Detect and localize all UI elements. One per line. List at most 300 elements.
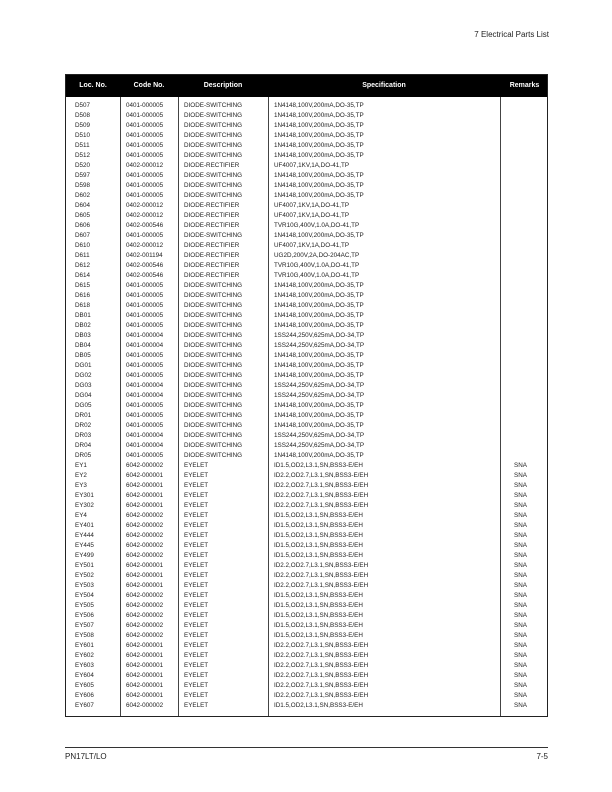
remarks-cell: SNA — [514, 642, 527, 649]
code-cell: 6042-000001 — [126, 652, 164, 659]
code-cell: 0402-001194 — [126, 252, 163, 259]
loc-cell: EY401 — [75, 522, 94, 529]
table-row — [66, 261, 547, 271]
description-cell: DIODE-SWITCHING — [184, 142, 243, 149]
remarks-cell: SNA — [514, 572, 527, 579]
loc-cell: EY506 — [75, 612, 94, 619]
description-cell: DIODE-SWITCHING — [184, 172, 243, 179]
loc-cell: EY4 — [75, 512, 87, 519]
specification-cell: 1N4148,100V,200mA,DO-35,TP — [274, 142, 364, 149]
description-cell: EYELET — [184, 682, 209, 689]
code-cell: 6042-000002 — [126, 552, 164, 559]
specification-cell: ID1.5,OD2,L3.1,SN,BSS3-E/EH — [274, 462, 363, 469]
specification-cell: ID2.2,OD2.7,L3.1,SN,BSS3-E/EH — [274, 682, 369, 689]
loc-cell: D605 — [75, 212, 91, 219]
table-row — [66, 351, 547, 361]
loc-cell: D616 — [75, 292, 91, 299]
remarks-cell: SNA — [514, 532, 527, 539]
specification-cell: ID2.2,OD2.7,L3.1,SN,BSS3-E/EH — [274, 492, 369, 499]
description-cell: EYELET — [184, 612, 209, 619]
column-header-specification: Specification — [362, 82, 406, 89]
specification-cell: ID2.2,OD2.7,L3.1,SN,BSS3-E/EH — [274, 692, 369, 699]
description-cell: DIODE-SWITCHING — [184, 442, 243, 449]
code-cell: 0401-000005 — [126, 192, 164, 199]
description-cell: EYELET — [184, 542, 209, 549]
table-row — [66, 671, 547, 681]
table-row — [66, 311, 547, 321]
table-row — [66, 511, 547, 521]
description-cell: EYELET — [184, 632, 209, 639]
code-cell: 6042-000001 — [126, 642, 164, 649]
remarks-cell: SNA — [514, 552, 527, 559]
specification-cell: 1N4148,100V,200mA,DO-35,TP — [274, 292, 364, 299]
code-cell: 6042-000002 — [126, 462, 164, 469]
table-row — [66, 681, 547, 691]
description-cell: EYELET — [184, 642, 209, 649]
table-row — [66, 391, 547, 401]
remarks-cell: SNA — [514, 592, 527, 599]
remarks-cell: SNA — [514, 702, 527, 709]
table-row — [66, 211, 547, 221]
description-cell: DIODE-SWITCHING — [184, 392, 243, 399]
description-cell: DIODE-SWITCHING — [184, 102, 243, 109]
table-row — [66, 451, 547, 461]
table-row — [66, 691, 547, 701]
code-cell: 0401-000005 — [126, 282, 164, 289]
loc-cell: DR02 — [75, 422, 92, 429]
remarks-cell: SNA — [514, 512, 527, 519]
specification-cell: 1N4148,100V,200mA,DO-35,TP — [274, 312, 364, 319]
loc-cell: EY3 — [75, 482, 87, 489]
table-row — [66, 231, 547, 241]
description-cell: EYELET — [184, 702, 209, 709]
specification-cell: 1N4148,100V,200mA,DO-35,TP — [274, 282, 364, 289]
loc-cell: D604 — [75, 202, 91, 209]
description-cell: EYELET — [184, 512, 209, 519]
column-header-remarks: Remarks — [509, 82, 540, 89]
code-cell: 6042-000001 — [126, 662, 164, 669]
table-row — [66, 141, 547, 151]
description-cell: EYELET — [184, 582, 209, 589]
description-cell: EYELET — [184, 652, 209, 659]
specification-cell: 1N4148,100V,200mA,DO-35,TP — [274, 182, 364, 189]
code-cell: 0401-000005 — [126, 412, 164, 419]
column-header-description: Description — [203, 82, 243, 89]
description-cell: DIODE-RECTIFIER — [184, 262, 240, 269]
specification-cell: 1N4148,100V,200mA,DO-35,TP — [274, 372, 364, 379]
description-cell: EYELET — [184, 482, 209, 489]
description-cell: EYELET — [184, 592, 209, 599]
description-cell: DIODE-SWITCHING — [184, 452, 243, 459]
loc-cell: D509 — [75, 122, 91, 129]
specification-cell: 1N4148,100V,200mA,DO-35,TP — [274, 172, 364, 179]
column-header-code: Code No. — [133, 82, 165, 89]
specification-cell: ID2.2,OD2.7,L3.1,SN,BSS3-E/EH — [274, 502, 369, 509]
loc-cell: EY505 — [75, 602, 94, 609]
code-cell: 6042-000001 — [126, 672, 164, 679]
table-row — [66, 201, 547, 211]
specification-cell: 1N4148,100V,200mA,DO-35,TP — [274, 102, 364, 109]
loc-cell: EY2 — [75, 472, 87, 479]
code-cell: 6042-000001 — [126, 572, 164, 579]
loc-cell: DR04 — [75, 442, 92, 449]
table-row — [66, 401, 547, 411]
description-cell: EYELET — [184, 522, 209, 529]
table-row — [66, 161, 547, 171]
specification-cell: ID2.2,OD2.7,L3.1,SN,BSS3-E/EH — [274, 642, 369, 649]
code-cell: 6042-000002 — [126, 532, 164, 539]
table-row — [66, 321, 547, 331]
table-row — [66, 471, 547, 481]
table-row — [66, 611, 547, 621]
loc-cell: D610 — [75, 242, 91, 249]
table-row — [66, 111, 547, 121]
table-row — [66, 191, 547, 201]
table-row — [66, 331, 547, 341]
specification-cell: ID1.5,OD2,L3.1,SN,BSS3-E/EH — [274, 592, 363, 599]
code-cell: 6042-000002 — [126, 522, 164, 529]
loc-cell: EY601 — [75, 642, 94, 649]
table-row — [66, 481, 547, 491]
loc-cell: EY606 — [75, 692, 94, 699]
remarks-cell: SNA — [514, 502, 527, 509]
code-cell: 6042-000002 — [126, 602, 164, 609]
code-cell: 0401-000004 — [126, 382, 164, 389]
code-cell: 6042-000002 — [126, 612, 164, 619]
specification-cell: ID2.2,OD2.7,L3.1,SN,BSS3-E/EH — [274, 662, 369, 669]
specification-cell: 1N4148,100V,200mA,DO-35,TP — [274, 322, 364, 329]
loc-cell: EY602 — [75, 652, 94, 659]
loc-cell: EY605 — [75, 682, 94, 689]
loc-cell: D615 — [75, 282, 91, 289]
code-cell: 0401-000005 — [126, 182, 164, 189]
description-cell: DIODE-SWITCHING — [184, 122, 243, 129]
table-row — [66, 491, 547, 501]
description-cell: EYELET — [184, 662, 209, 669]
loc-cell: D618 — [75, 302, 91, 309]
loc-cell: D611 — [75, 252, 90, 259]
code-cell: 6042-000001 — [126, 482, 164, 489]
remarks-cell: SNA — [514, 562, 527, 569]
description-cell: DIODE-RECTIFIER — [184, 222, 240, 229]
specification-cell: ID1.5,OD2,L3.1,SN,BSS3-E/EH — [274, 632, 363, 639]
table-row — [66, 561, 547, 571]
description-cell: DIODE-RECTIFIER — [184, 272, 240, 279]
code-cell: 6042-000002 — [126, 512, 164, 519]
loc-cell: D598 — [75, 182, 91, 189]
loc-cell: DR03 — [75, 432, 92, 439]
loc-cell: D508 — [75, 112, 91, 119]
table-row — [66, 101, 547, 111]
specification-cell: 1N4148,100V,200mA,DO-35,TP — [274, 112, 364, 119]
code-cell: 0401-000005 — [126, 362, 164, 369]
remarks-cell: SNA — [514, 602, 527, 609]
description-cell: DIODE-SWITCHING — [184, 382, 243, 389]
specification-cell: ID1.5,OD2,L3.1,SN,BSS3-E/EH — [274, 622, 363, 629]
description-cell: DIODE-SWITCHING — [184, 182, 243, 189]
table-row — [66, 271, 547, 281]
loc-cell: DG04 — [75, 392, 92, 399]
specification-cell: ID1.5,OD2,L3.1,SN,BSS3-E/EH — [274, 602, 363, 609]
description-cell: DIODE-SWITCHING — [184, 422, 243, 429]
specification-cell: ID1.5,OD2,L3.1,SN,BSS3-E/EH — [274, 552, 363, 559]
specification-cell: 1SS244,250V,625mA,DO-34,TP — [274, 342, 365, 349]
specification-cell: ID2.2,OD2.7,L3.1,SN,BSS3-E/EH — [274, 562, 369, 569]
loc-cell: D510 — [75, 132, 91, 139]
description-cell: DIODE-SWITCHING — [184, 152, 243, 159]
table-row — [66, 651, 547, 661]
description-cell: EYELET — [184, 472, 209, 479]
description-cell: DIODE-SWITCHING — [184, 432, 243, 439]
table-row — [66, 151, 547, 161]
specification-cell: ID1.5,OD2,L3.1,SN,BSS3-E/EH — [274, 542, 363, 549]
specification-cell: 1SS244,250V,625mA,DO-34,TP — [274, 392, 365, 399]
table-row — [66, 241, 547, 251]
code-cell: 0401-000004 — [126, 432, 164, 439]
remarks-cell: SNA — [514, 662, 527, 669]
loc-cell: EY508 — [75, 632, 94, 639]
code-cell: 6042-000001 — [126, 472, 164, 479]
table-row — [66, 701, 547, 711]
loc-cell: D606 — [75, 222, 91, 229]
loc-cell: EY301 — [75, 492, 94, 499]
description-cell: DIODE-SWITCHING — [184, 132, 243, 139]
table-row — [66, 301, 547, 311]
loc-cell: EY604 — [75, 672, 94, 679]
table-body — [66, 101, 547, 711]
description-cell: EYELET — [184, 532, 209, 539]
column-header-loc: Loc. No. — [79, 82, 107, 89]
loc-cell: DG05 — [75, 402, 92, 409]
specification-cell: TVR10G,400V,1.0A,DO-41,TP — [274, 222, 360, 229]
description-cell: DIODE-RECTIFIER — [184, 252, 240, 259]
table-row — [66, 441, 547, 451]
table-row — [66, 281, 547, 291]
code-cell: 6042-000001 — [126, 502, 164, 509]
specification-cell: UF4007,1KV,1A,DO-41,TP — [274, 162, 350, 169]
loc-cell: DG03 — [75, 382, 92, 389]
table-row — [66, 181, 547, 191]
specification-cell: ID2.2,OD2.7,L3.1,SN,BSS3-E/EH — [274, 672, 369, 679]
description-cell: DIODE-RECTIFIER — [184, 212, 240, 219]
specification-cell: 1SS244,250V,625mA,DO-34,TP — [274, 432, 365, 439]
specification-cell: 1SS244,250V,625mA,DO-34,TP — [274, 442, 365, 449]
code-cell: 0401-000005 — [126, 132, 164, 139]
code-cell: 0401-000005 — [126, 352, 164, 359]
code-cell: 6042-000001 — [126, 582, 164, 589]
table-row — [66, 601, 547, 611]
specification-cell: ID2.2,OD2.7,L3.1,SN,BSS3-E/EH — [274, 652, 369, 659]
code-cell: 0402-000546 — [126, 272, 164, 279]
code-cell: 6042-000001 — [126, 682, 164, 689]
footer-model: PN17LT/LO — [65, 752, 107, 761]
loc-cell: D507 — [75, 102, 91, 109]
description-cell: DIODE-SWITCHING — [184, 112, 243, 119]
specification-cell: 1N4148,100V,200mA,DO-35,TP — [274, 302, 364, 309]
description-cell: DIODE-SWITCHING — [184, 312, 243, 319]
loc-cell: D511 — [75, 142, 90, 149]
loc-cell: DG02 — [75, 372, 92, 379]
table-row — [66, 411, 547, 421]
code-cell: 0401-000005 — [126, 402, 164, 409]
specification-cell: 1N4148,100V,200mA,DO-35,TP — [274, 452, 364, 459]
code-cell: 6042-000001 — [126, 492, 164, 499]
code-cell: 0401-000005 — [126, 232, 164, 239]
specification-cell: ID2.2,OD2.7,L3.1,SN,BSS3-E/EH — [274, 472, 369, 479]
code-cell: 0402-000012 — [126, 242, 164, 249]
description-cell: EYELET — [184, 552, 209, 559]
specification-cell: 1N4148,100V,200mA,DO-35,TP — [274, 152, 364, 159]
table-row — [66, 551, 547, 561]
specification-cell: ID2.2,OD2.7,L3.1,SN,BSS3-E/EH — [274, 482, 369, 489]
table-row — [66, 371, 547, 381]
table-row — [66, 431, 547, 441]
code-cell: 0401-000005 — [126, 112, 164, 119]
specification-cell: 1N4148,100V,200mA,DO-35,TP — [274, 352, 364, 359]
table-row — [66, 661, 547, 671]
remarks-cell: SNA — [514, 482, 527, 489]
specification-cell: 1N4148,100V,200mA,DO-35,TP — [274, 422, 364, 429]
specification-cell: TVR10G,400V,1.0A,DO-41,TP — [274, 272, 360, 279]
code-cell: 0401-000004 — [126, 392, 164, 399]
loc-cell: DB02 — [75, 322, 91, 329]
table-row — [66, 381, 547, 391]
loc-cell: DB01 — [75, 312, 91, 319]
specification-cell: 1N4148,100V,200mA,DO-35,TP — [274, 192, 364, 199]
specification-cell: ID1.5,OD2,L3.1,SN,BSS3-E/EH — [274, 512, 363, 519]
loc-cell: DB03 — [75, 332, 91, 339]
remarks-cell: SNA — [514, 472, 527, 479]
description-cell: DIODE-SWITCHING — [184, 412, 243, 419]
loc-cell: D520 — [75, 162, 91, 169]
code-cell: 6042-000002 — [126, 542, 164, 549]
loc-cell: EY607 — [75, 702, 94, 709]
section-title: 7 Electrical Parts List — [474, 30, 549, 39]
specification-cell: 1N4148,100V,200mA,DO-35,TP — [274, 122, 364, 129]
table-row — [66, 251, 547, 261]
loc-cell: EY444 — [75, 532, 94, 539]
code-cell: 0401-000005 — [126, 122, 164, 129]
specification-cell: ID1.5,OD2,L3.1,SN,BSS3-E/EH — [274, 702, 363, 709]
table-row — [66, 571, 547, 581]
loc-cell: EY501 — [75, 562, 94, 569]
specification-cell: 1SS244,250V,625mA,DO-34,TP — [274, 382, 365, 389]
table-row — [66, 341, 547, 351]
description-cell: EYELET — [184, 462, 209, 469]
table-row — [66, 171, 547, 181]
description-cell: EYELET — [184, 572, 209, 579]
loc-cell: D597 — [75, 172, 91, 179]
code-cell: 0401-000004 — [126, 442, 164, 449]
specification-cell: UG2D,200V,2A,DO-204AC,TP — [274, 252, 360, 259]
code-cell: 0401-000005 — [126, 452, 164, 459]
table-row — [66, 361, 547, 371]
description-cell: DIODE-SWITCHING — [184, 402, 243, 409]
code-cell: 0402-000546 — [126, 262, 164, 269]
description-cell: DIODE-SWITCHING — [184, 322, 243, 329]
table-row — [66, 501, 547, 511]
specification-cell: 1N4148,100V,200mA,DO-35,TP — [274, 132, 364, 139]
specification-cell: ID1.5,OD2,L3.1,SN,BSS3-E/EH — [274, 532, 363, 539]
code-cell: 0401-000005 — [126, 142, 164, 149]
code-cell: 0402-000546 — [126, 222, 164, 229]
remarks-cell: SNA — [514, 672, 527, 679]
remarks-cell: SNA — [514, 682, 527, 689]
table-row — [66, 421, 547, 431]
loc-cell: D614 — [75, 272, 91, 279]
description-cell: DIODE-RECTIFIER — [184, 202, 240, 209]
table-header — [66, 75, 547, 97]
loc-cell: EY504 — [75, 592, 94, 599]
specification-cell: ID1.5,OD2,L3.1,SN,BSS3-E/EH — [274, 612, 363, 619]
remarks-cell: SNA — [514, 652, 527, 659]
specification-cell: 1N4148,100V,200mA,DO-35,TP — [274, 232, 364, 239]
description-cell: DIODE-RECTIFIER — [184, 162, 240, 169]
loc-cell: D607 — [75, 232, 91, 239]
parts-table — [65, 74, 548, 717]
code-cell: 0402-000012 — [126, 202, 164, 209]
remarks-cell: SNA — [514, 492, 527, 499]
loc-cell: EY445 — [75, 542, 94, 549]
remarks-cell: SNA — [514, 612, 527, 619]
code-cell: 0401-000005 — [126, 292, 164, 299]
table-row — [66, 621, 547, 631]
description-cell: EYELET — [184, 492, 209, 499]
table-row — [66, 121, 547, 131]
description-cell: EYELET — [184, 602, 209, 609]
table-row — [66, 591, 547, 601]
remarks-cell: SNA — [514, 692, 527, 699]
loc-cell: D602 — [75, 192, 91, 199]
loc-cell: EY507 — [75, 622, 94, 629]
loc-cell: DG01 — [75, 362, 92, 369]
table-row — [66, 641, 547, 651]
remarks-cell: SNA — [514, 622, 527, 629]
loc-cell: EY502 — [75, 572, 94, 579]
code-cell: 0401-000005 — [126, 152, 164, 159]
code-cell: 0401-000005 — [126, 312, 164, 319]
code-cell: 0401-000005 — [126, 372, 164, 379]
description-cell: DIODE-SWITCHING — [184, 332, 243, 339]
specification-cell: 1N4148,100V,200mA,DO-35,TP — [274, 362, 364, 369]
specification-cell: UF4007,1KV,1A,DO-41,TP — [274, 212, 350, 219]
remarks-cell: SNA — [514, 542, 527, 549]
remarks-cell: SNA — [514, 582, 527, 589]
page-number: 7-5 — [536, 752, 548, 761]
table-row — [66, 531, 547, 541]
description-cell: DIODE-SWITCHING — [184, 362, 243, 369]
description-cell: EYELET — [184, 562, 209, 569]
specification-cell: 1N4148,100V,200mA,DO-35,TP — [274, 402, 364, 409]
specification-cell: UF4007,1KV,1A,DO-41,TP — [274, 202, 350, 209]
description-cell: EYELET — [184, 622, 209, 629]
code-cell: 0401-000005 — [126, 422, 164, 429]
description-cell: DIODE-SWITCHING — [184, 352, 243, 359]
loc-cell: EY302 — [75, 502, 94, 509]
loc-cell: D512 — [75, 152, 91, 159]
specification-cell: ID2.2,OD2.7,L3.1,SN,BSS3-E/EH — [274, 582, 369, 589]
specification-cell: ID2.2,OD2.7,L3.1,SN,BSS3-E/EH — [274, 572, 369, 579]
description-cell: DIODE-SWITCHING — [184, 342, 243, 349]
code-cell: 0401-000005 — [126, 302, 164, 309]
table-row — [66, 541, 547, 551]
loc-cell: DR01 — [75, 412, 92, 419]
code-cell: 0402-000012 — [126, 162, 164, 169]
remarks-cell: SNA — [514, 632, 527, 639]
table-row — [66, 521, 547, 531]
specification-cell: ID1.5,OD2,L3.1,SN,BSS3-E/EH — [274, 522, 363, 529]
loc-cell: EY1 — [75, 462, 87, 469]
